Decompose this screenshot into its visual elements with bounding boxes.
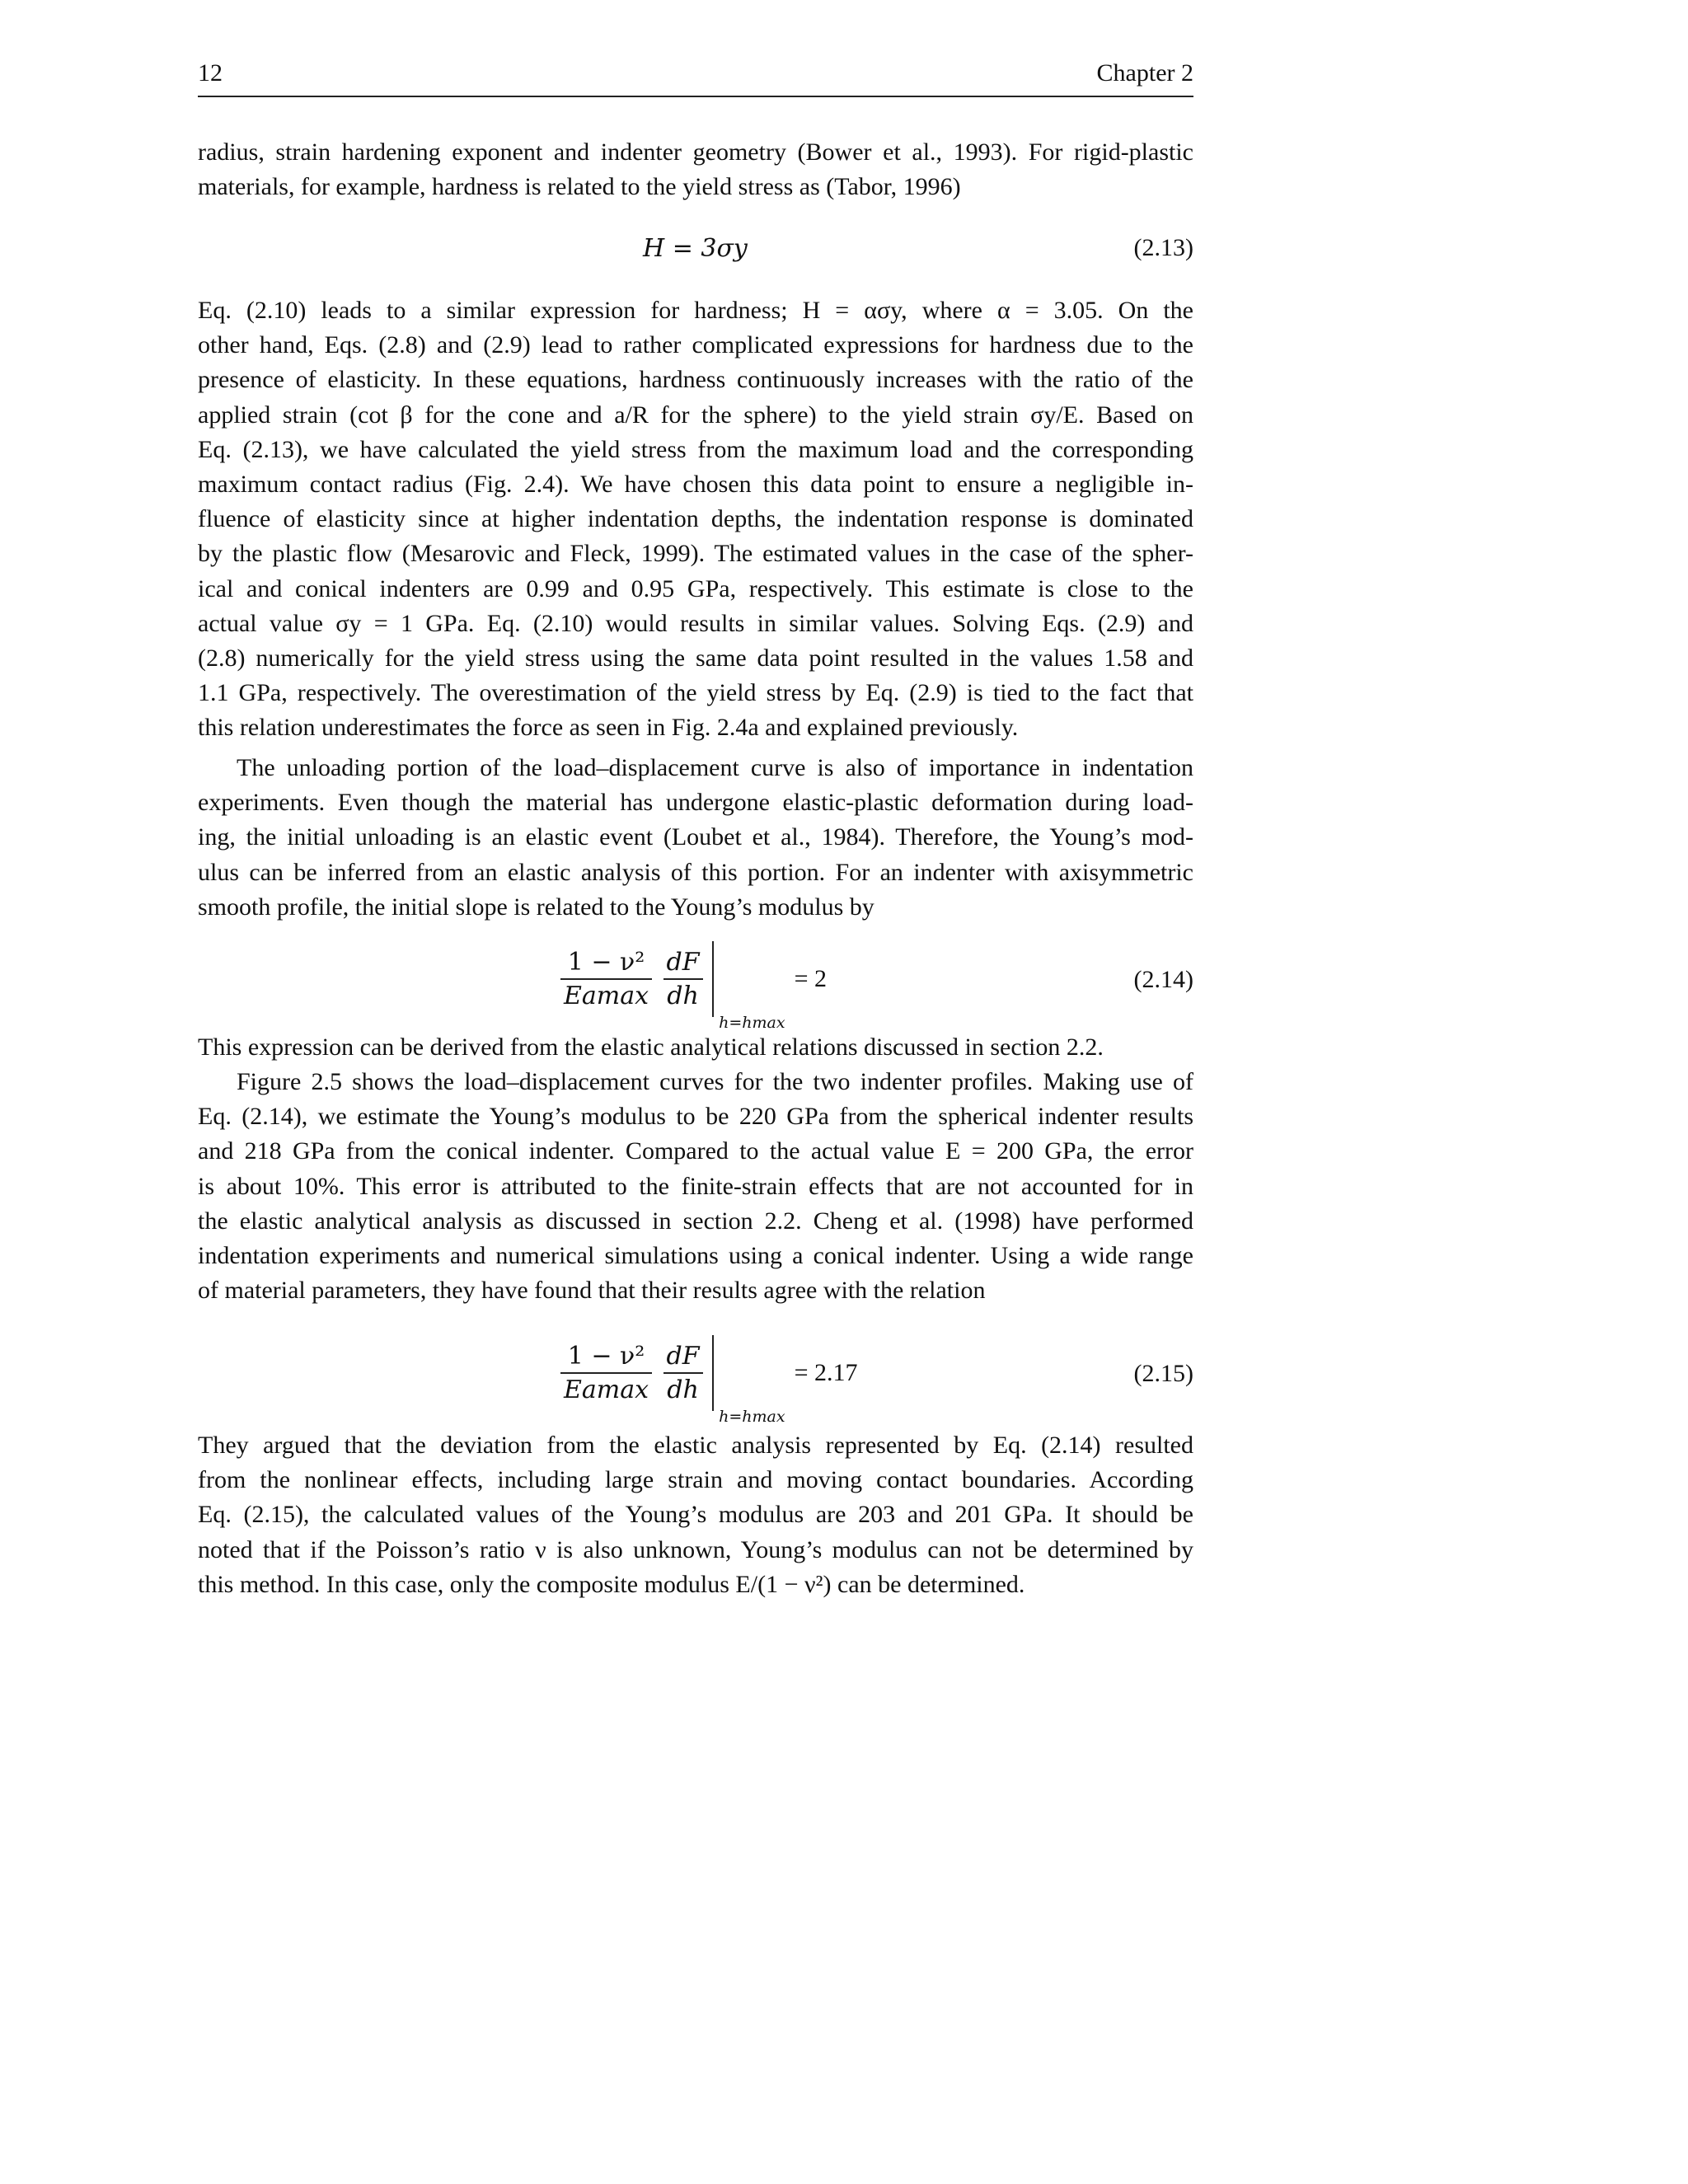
- evaluation-bar: [712, 1335, 788, 1426]
- text-line: Eq. (2.15), the calculated values of the Young’s modulus are 203 and 201 GPa. It should be: [198, 1501, 1193, 1529]
- text-line: materials, for example, hardness is related to the yield stress as (Tabor, 1996): [198, 173, 961, 201]
- text-line: this relation underestimates the force as seen in Fig. 2.4a and explained previously.: [198, 714, 1019, 742]
- text-line: and 218 GPa from the conical indenter. Compared to the actual value E = 200 GPa, the error: [198, 1137, 1193, 1165]
- paragraph-4: [198, 1030, 1193, 1065]
- evaluation-limit: h=hmax: [719, 1408, 785, 1426]
- text-line: The unloading portion of the load–displacement curve is also of importance in indentation: [237, 754, 1193, 781]
- text-line: ical and conical indenters are 0.99 and 0.95 GPa, respectively. This estimate is close to the: [198, 574, 1193, 602]
- text-line: (2.8) numerically for the yield stress using the same data point resulted in the values 1.58 and: [198, 644, 1193, 673]
- text-line: this method. In this case, only the composite modulus E/(1 − ν²) can be determined.: [198, 1570, 1025, 1598]
- denominator: Eamax: [564, 1376, 649, 1404]
- fraction: [560, 948, 652, 1010]
- equation-2-14: [198, 941, 1193, 1032]
- text-line: indentation experiments and numerical simulations using a conical indenter. Using a wide range: [198, 1242, 1193, 1270]
- derivative-denominator: dh: [667, 982, 699, 1010]
- chapter-label: Chapter 2: [1096, 59, 1193, 87]
- text-line: noted that if the Poisson’s ratio ν is also unknown, Young’s modulus can not be determined by: [198, 1535, 1193, 1563]
- paragraph-1: [198, 135, 1193, 204]
- equation-rhs: = 2: [794, 965, 827, 992]
- text-line: 1.1 GPa, respectively. The overestimation of the yield stress by Eq. (2.9) is tied to the fact that: [198, 679, 1193, 707]
- equation-expression: H = 3σy: [643, 234, 748, 263]
- paragraph-3: [198, 751, 1193, 925]
- paragraph-6: [198, 1428, 1193, 1602]
- text-line: fluence of elasticity since at higher indentation depths, the indentation response is dominated: [198, 505, 1193, 533]
- numerator: 1 − ν²: [560, 1342, 652, 1374]
- text-line: ulus can be inferred from an elastic analysis of this portion. For an indenter with axisymmetric: [198, 858, 1193, 886]
- text-line: Eq. (2.13), we have calculated the yield stress from the maximum load and the corresponding: [198, 435, 1193, 463]
- equation-number: (2.14): [1133, 966, 1193, 993]
- text-line: They argued that the deviation from the elastic analysis represented by Eq. (2.14) resulted: [198, 1432, 1193, 1459]
- derivative-numerator: dF: [663, 948, 703, 980]
- text-line: This expression can be derived from the elastic analytical relations discussed in section 2.2.: [198, 1033, 1104, 1061]
- text-line: is about 10%. This error is attributed to the finite-strain effects that are not accounted for in: [198, 1172, 1193, 1200]
- equation-rhs: = 2.17: [794, 1359, 858, 1386]
- text-line: other hand, Eqs. (2.8) and (2.9) lead to rather complicated expressions for hardness due to the: [198, 331, 1193, 359]
- text-line: actual value σy = 1 GPa. Eq. (2.10) would results in similar values. Solving Eqs. (2.9) and: [198, 609, 1193, 637]
- text-line: ing, the initial unloading is an elastic event (Loubet et al., 1984). Therefore, the Young’s mod-: [198, 823, 1193, 851]
- page-number: 12: [198, 59, 223, 87]
- equation-number: (2.15): [1133, 1360, 1193, 1387]
- text-line: Figure 2.5 shows the load–displacement curves for the two indenter profiles. Making use of: [237, 1068, 1193, 1095]
- derivative-denominator: dh: [667, 1376, 699, 1404]
- text-line: applied strain (cot β for the cone and a/R for the sphere) to the yield strain σy/E. Based on: [198, 401, 1193, 429]
- text-line: Eq. (2.14), we estimate the Young’s modulus to be 220 GPa from the spherical indenter results: [198, 1103, 1193, 1131]
- fraction: [560, 1342, 652, 1404]
- equation-2-13: [198, 234, 1193, 270]
- evaluation-limit: h=hmax: [719, 1014, 785, 1032]
- equation-number: (2.13): [1133, 234, 1193, 261]
- text-line: smooth profile, the initial slope is related to the Young’s modulus by: [198, 893, 874, 921]
- equation-2-15: [198, 1335, 1193, 1426]
- text-line: radius, strain hardening exponent and indenter geometry (Bower et al., 1993). For rigid-plastic: [198, 138, 1193, 166]
- paragraph-2: [198, 293, 1193, 746]
- paragraph-5: [198, 1065, 1193, 1308]
- derivative: [663, 1342, 703, 1404]
- text-line: experiments. Even though the material has undergone elastic-plastic deformation during load-: [198, 789, 1193, 817]
- text-line: presence of elasticity. In these equations, hardness continuously increases with the ratio of the: [198, 366, 1193, 394]
- text-line: Eq. (2.10) leads to a similar expression for hardness; H = ασy, where α = 3.05. On the: [198, 297, 1193, 324]
- text-line: of material parameters, they have found that their results agree with the relation: [198, 1277, 986, 1305]
- derivative-numerator: dF: [663, 1342, 703, 1374]
- text-line: by the plastic flow (Mesarovic and Fleck, 1999). The estimated values in the case of the spher-: [198, 540, 1193, 568]
- numerator: 1 − ν²: [560, 948, 652, 980]
- derivative: [663, 948, 703, 1010]
- evaluation-bar: [712, 941, 788, 1032]
- text-line: maximum contact radius (Fig. 2.4). We have chosen this data point to ensure a negligible in-: [198, 471, 1193, 499]
- denominator: Eamax: [564, 982, 649, 1010]
- text-line: the elastic analytical analysis as discussed in section 2.2. Cheng et al. (1998) have performed: [198, 1207, 1193, 1235]
- text-line: from the nonlinear effects, including large strain and moving contact boundaries. According: [198, 1466, 1193, 1494]
- running-header: [198, 59, 1193, 97]
